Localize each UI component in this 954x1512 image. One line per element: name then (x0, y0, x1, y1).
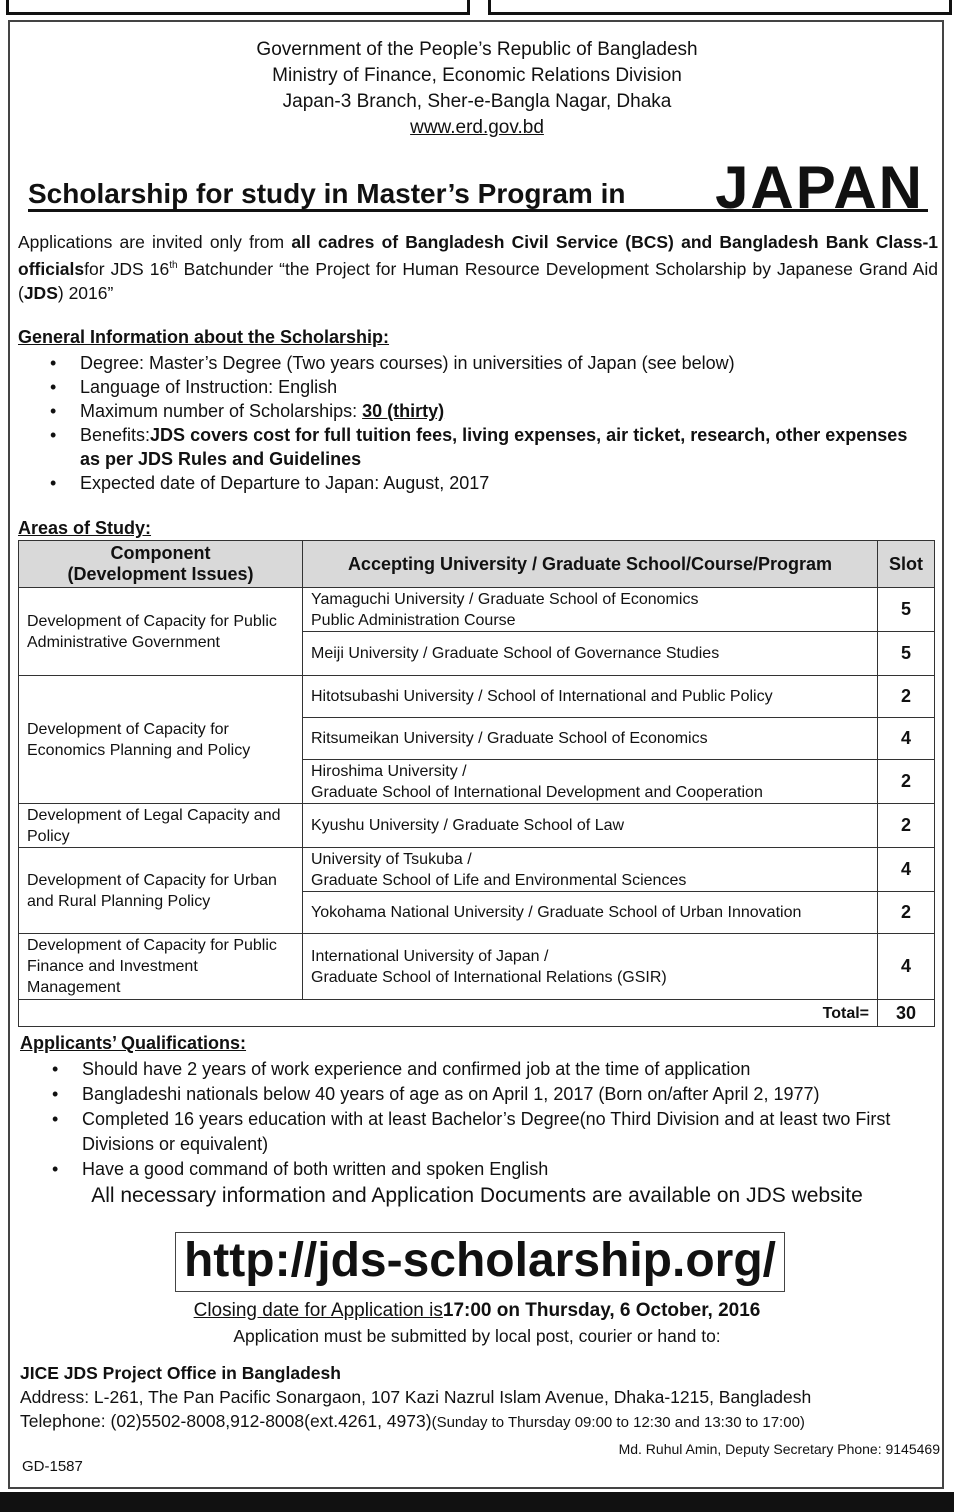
column-header-text: (Development Issues) (67, 564, 254, 584)
university-line: Hiroshima University / (311, 762, 467, 780)
signature-line: Md. Ruhul Amin, Deputy Secretary Phone: 9145469 (618, 1441, 940, 1457)
submission-note: Application must be submitted by local post, courier or hand to: (233, 1326, 721, 1346)
office-telephone (20, 1409, 805, 1435)
university-line: International University of Japan / (311, 947, 549, 965)
qualifications-list (20, 1057, 920, 1182)
intro-superscript: th (169, 260, 178, 271)
table-row (19, 848, 935, 892)
slot-cell: 4 (878, 718, 935, 760)
total-row (19, 1000, 935, 1027)
university-cell: Kyushu University / Graduate School of Law (303, 804, 878, 848)
table-row (19, 676, 935, 718)
intro-text: Applications are invited only from (18, 232, 292, 252)
max-scholarships-value: 30 (thirty) (362, 401, 445, 421)
general-info-heading: General Information about the Scholarship: (18, 327, 390, 347)
qualifications-heading: Applicants’ Qualifications: (20, 1033, 247, 1053)
office-address: Address: L-261, The Pan Pacific Sonargaon, 107 Kazi Nazrul Islam Avenue, Dhaka-1215, Bangladesh (20, 1387, 812, 1407)
table-row (19, 588, 935, 632)
university-cell: Ritsumeikan University / Graduate School of Economics (303, 718, 878, 760)
university-cell (303, 760, 878, 804)
university-line: University of Tsukuba / (311, 850, 472, 868)
slot-cell: 4 (878, 848, 935, 892)
university-cell (303, 588, 878, 632)
previous-notice-fragment (0, 0, 954, 18)
table-header-row (19, 541, 935, 588)
column-header-component (19, 541, 303, 588)
office-hours: (Sunday to Thursday 09:00 to 12:30 and 13:30 to 17:00) (431, 1414, 805, 1431)
closing-date-label: Closing date for Application is (193, 1300, 443, 1321)
column-header-slot: Slot (878, 541, 935, 588)
component-cell: Development of Capacity for Urban and Rural Planning Policy (19, 848, 303, 934)
header-website (0, 115, 954, 141)
website-link[interactable]: www.erd.gov.bd (410, 117, 544, 138)
university-line: Public Administration Course (311, 611, 516, 629)
university-cell (303, 848, 878, 892)
list-item: • Expected date of Departure to Japan: August, 2017 (18, 471, 918, 495)
slot-cell: 5 (878, 588, 935, 632)
intro-jds: JDS (23, 282, 58, 303)
slot-cell: 4 (878, 934, 935, 1000)
total-value: 30 (878, 1000, 935, 1027)
info-line: All necessary information and Application Documents are available on JDS website (91, 1184, 863, 1207)
benefits-value: JDS covers cost for full tuition fees, living expenses, air ticket, research, other expenses as per JDS Rules and Guidelines (80, 425, 908, 469)
list-item: • Completed 16 years education with at least Bachelor’s Degree(no Third Division and at least two First Divisions or equivalent) (20, 1107, 920, 1157)
university-line: Graduate School of International Development and Cooperation (311, 783, 763, 801)
max-scholarships-label: Maximum number of Scholarships: (80, 401, 363, 421)
university-line: Graduate School of Life and Environmental Sciences (311, 871, 687, 889)
table-row (19, 804, 935, 848)
jds-website-link[interactable]: http://jds-scholarship.org/ (175, 1232, 785, 1292)
list-item: • Degree: Master’s Degree (Two years courses) in universities of Japan (see below) (18, 351, 918, 375)
previous-notice-box-left (6, 0, 470, 15)
intro-eligible-officials: all cadres of Bangladesh Civil Service (BCS) and Bangladesh Bank Class-1 officials (18, 232, 939, 279)
list-item (18, 423, 918, 471)
table-row (19, 934, 935, 1000)
column-header-text: Component (110, 543, 211, 563)
title-country: JAPAN (715, 154, 924, 221)
university-line: Graduate School of International Relations (GSIR) (311, 968, 667, 986)
slot-cell: 2 (878, 892, 935, 934)
gd-number: GD-1587 (22, 1458, 83, 1475)
header-line-branch: Japan-3 Branch, Sher-e-Bangla Nagar, Dhaka (282, 91, 672, 112)
closing-date (0, 1300, 954, 1322)
slot-cell: 2 (878, 804, 935, 848)
list-item: • Language of Instruction: English (18, 375, 918, 399)
intro-text: Batchunder “the Project for Human Resource Development Scholarship by Japanese Grand Aid ( (18, 258, 938, 303)
component-cell: Development of Capacity for Economics Planning and Policy (19, 676, 303, 804)
component-cell: Development of Capacity for Public Administrative Government (19, 588, 303, 676)
list-item (18, 399, 918, 423)
previous-notice-box-right (488, 0, 952, 15)
column-header-university: Accepting University / Graduate School/Course/Program (303, 541, 878, 588)
closing-date-value: 17:00 on Thursday, 6 October, 2016 (442, 1300, 761, 1321)
slot-cell: 2 (878, 760, 935, 804)
page-title (28, 150, 928, 221)
study-table (18, 540, 935, 1027)
title-underline (28, 209, 928, 212)
header-line-ministry: Ministry of Finance, Economic Relations Division (272, 65, 682, 86)
benefits-label: Benefits: (80, 425, 151, 445)
total-label: Total= (19, 1000, 878, 1027)
header-line-government: Government of the People’s Republic of Bangladesh (256, 39, 698, 60)
list-item: • Bangladeshi nationals below 40 years of age as on April 1, 2017 (Born on/after April 2, 1977) (20, 1082, 920, 1107)
university-cell (303, 934, 878, 1000)
list-item: • Have a good command of both written and spoken English (20, 1157, 920, 1182)
intro-text: for JDS 16 (84, 258, 170, 279)
university-cell: Meiji University / Graduate School of Governance Studies (303, 632, 878, 676)
list-item: • Should have 2 years of work experience and confirmed job at the time of application (20, 1057, 920, 1082)
areas-of-study-heading: Areas of Study: (18, 518, 152, 538)
university-line: Yamaguchi University / Graduate School of Economics (311, 590, 699, 608)
intro-paragraph (18, 230, 938, 305)
intro-text: ) 2016” (57, 282, 114, 303)
general-info-list (18, 351, 918, 495)
bottom-bar (0, 1492, 954, 1512)
office-phone-numbers: Telephone: (02)5502-8008,912-8008(ext.4261, 4973) (20, 1411, 432, 1431)
component-cell: Development of Capacity for Public Finance and Investment Management (19, 934, 303, 1000)
slot-cell: 5 (878, 632, 935, 676)
title-main: Scholarship for study in Master’s Program in (28, 178, 626, 209)
component-cell: Development of Legal Capacity and Policy (19, 804, 303, 848)
office-name: JICE JDS Project Office in Bangladesh (20, 1363, 341, 1383)
university-cell: Yokohama National University / Graduate School of Urban Innovation (303, 892, 878, 934)
university-cell: Hitotsubashi University / School of International and Public Policy (303, 676, 878, 718)
slot-cell: 2 (878, 676, 935, 718)
